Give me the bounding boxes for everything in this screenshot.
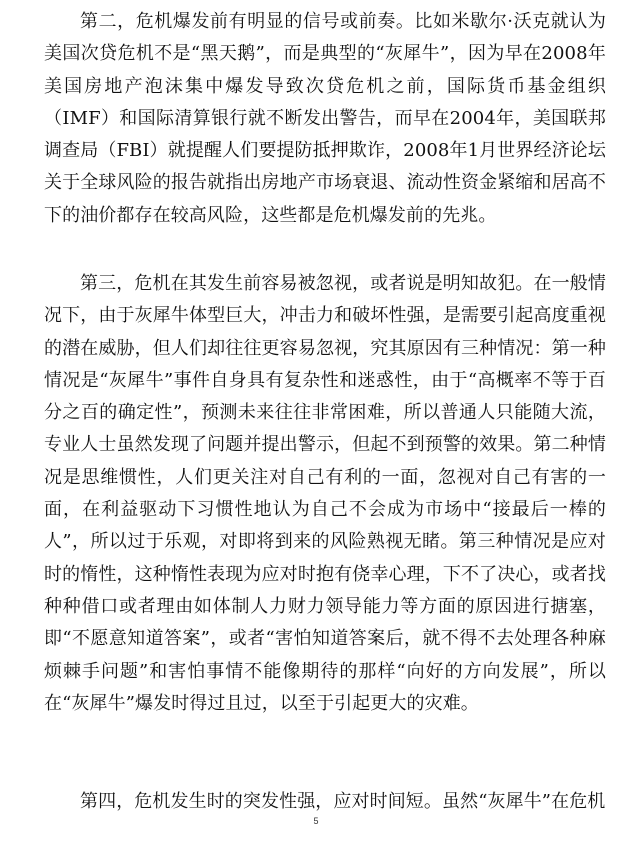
paragraph-fourth-point: 第四，危机发生时的突发性强，应对时间短。虽然“灰犀牛”在危机 [80,791,606,812]
paragraph-third-point: 第三，危机在其发生前容易被忽视，或者说是明知故犯。在一般情况下，由于灰犀牛体型巨大，冲击力和破坏性强，是需要引起高度重视的潜在威胁，但人们却往往更容易忽视，究其原因有三种情况：第一种情况是“灰犀牛”事件自身具有复杂性和迷惑性，由于“高概率不等于百分之百的确定性”，预测未来往往非常困难，所以普通人只能随大流，专业人士虽然发现了问题并提出警示，但起不到预警的效果。第二种情况是思维惯性，人们更关注对自己有利的一面，忽视对自己有害的一面，在利益驱动下习惯性地认为自己不会成为市场中“接最后一棒的人”，所以过于乐观，对即将到来的风险熟视无睹。第三种情况是应对时的惰性，这种惰性表现为应对时抱有侥幸心理，下不了决心，或者找种种借口或者理由如体制人力财力领导能力等方面的原因进行搪塞，即“不愿意知道答案”，或者“害怕知道答案后，就不得不去处理各种麻烦棘手问题”和害怕事情不能像期待的那样“向好的方向发展”，所以在“灰犀牛”爆发时得过且过，以至于引起更大的灾难。 [44,273,607,714]
paragraph-second-point: 第二，危机爆发前有明显的信号或前奏。比如米歇尔·沃克就认为美国次贷危机不是“黑天鹅”，而是典型的“灰犀牛”，因为早在2008年美国房地产泡沫集中爆发导致次贷危机之前，国际货币基金组织（IMF）和国际清算银行就不断发出警告，而早在2004年，美国联邦调查局（FBI）就提醒人们要提防抵押欺诈，2008年1月世界经济论坛关于全球风险的报告就指出房地产市场衰退、流动性资金紧缩和居高不下的油价都存在较高风险，这些都是危机爆发前的先兆。 [44,11,606,226]
page-number: 5 [313,816,319,826]
